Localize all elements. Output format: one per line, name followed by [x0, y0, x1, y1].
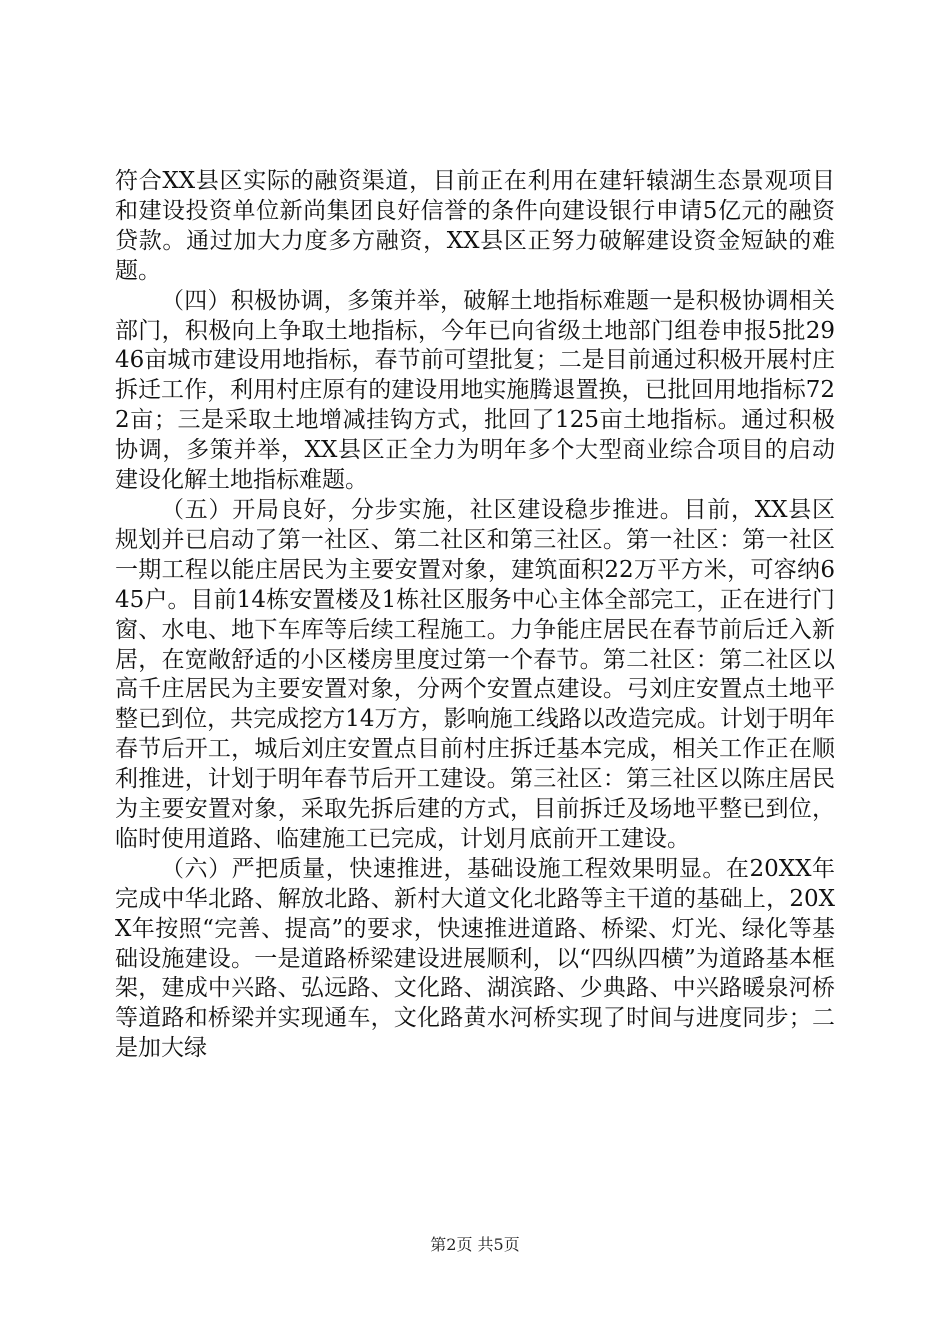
paragraph-community-construction: （五）开局良好，分步实施，社区建设稳步推进。目前，XX县区规划并已启动了第一社区、第二社区和第三社区。第一社区：第一社区一期工程以能庄居民为主要安置对象，建筑面积22万平方米，可容纳645户。目前14栋安置楼及1栋社区服务中心主体全部完工，正在进行门窗、水电、地下车库等后续工程施工。力争能庄居民在春节前后迁入新居，在宽敞舒适的小区楼房里度过第一个春节。第二社区：第二社区以高千庄居民为主要安置对象，分两个安置点建设。弓刘庄安置点土地平整已到位，共完成挖方14万方，影响施工线路以改造完成。计划于明年春节后开工，城后刘庄安置点目前村庄拆迁基本完成，相关工作正在顺利推进，计划于明年春节后开工建设。第三社区：第三社区以陈庄居民为主要安置对象，采取先拆后建的方式，目前拆迁及场地平整已到位，临时使用道路、临建施工已完成，计划月底前开工建设。	[115, 496, 835, 852]
paragraph-land-indicators: （四）积极协调，多策并举，破解土地指标难题一是积极协调相关部门，积极向上争取土地指标，今年已向省级土地部门组卷申报5批2946亩城市建设用地指标，春节前可望批复；二是目前通过积极开展村庄拆迁工作，利用村庄原有的建设用地实施腾退置换，已批回用地指标722亩；三是采取土地增减挂钩方式，批回了125亩土地指标。通过积极协调，多策并举，XX县区正全力为明年多个大型商业综合项目的启动建设化解土地指标难题。	[115, 287, 835, 494]
page-number-footer: 第2页 共5页	[430, 1235, 520, 1254]
paragraph-infrastructure: （六）严把质量，快速推进，基础设施工程效果明显。在20XX年完成中华北路、解放北路、新村大道文化北路等主干道的基础上，20XX年按照“完善、提高”的要求，快速推进道路、桥梁、灯光、绿化等基础设施建设。一是道路桥梁建设进展顺利，以“四纵四横”为道路基本框架，建成中兴路、弘远路、文化路、湖滨路、少典路、中兴路暖泉河桥等道路和桥梁并实现通车，文化路黄水河桥实现了时间与进度同步；二是加大绿	[115, 855, 835, 1062]
paragraph-financing: 符合XX县区实际的融资渠道，目前正在利用在建轩辕湖生态景观项目和建设投资单位新尚集团良好信誉的条件向建设银行申请5亿元的融资贷款。通过加大力度多方融资，XX县区正努力破解建设资金短缺的难题。	[115, 168, 835, 284]
body-text	[115, 167, 835, 1064]
